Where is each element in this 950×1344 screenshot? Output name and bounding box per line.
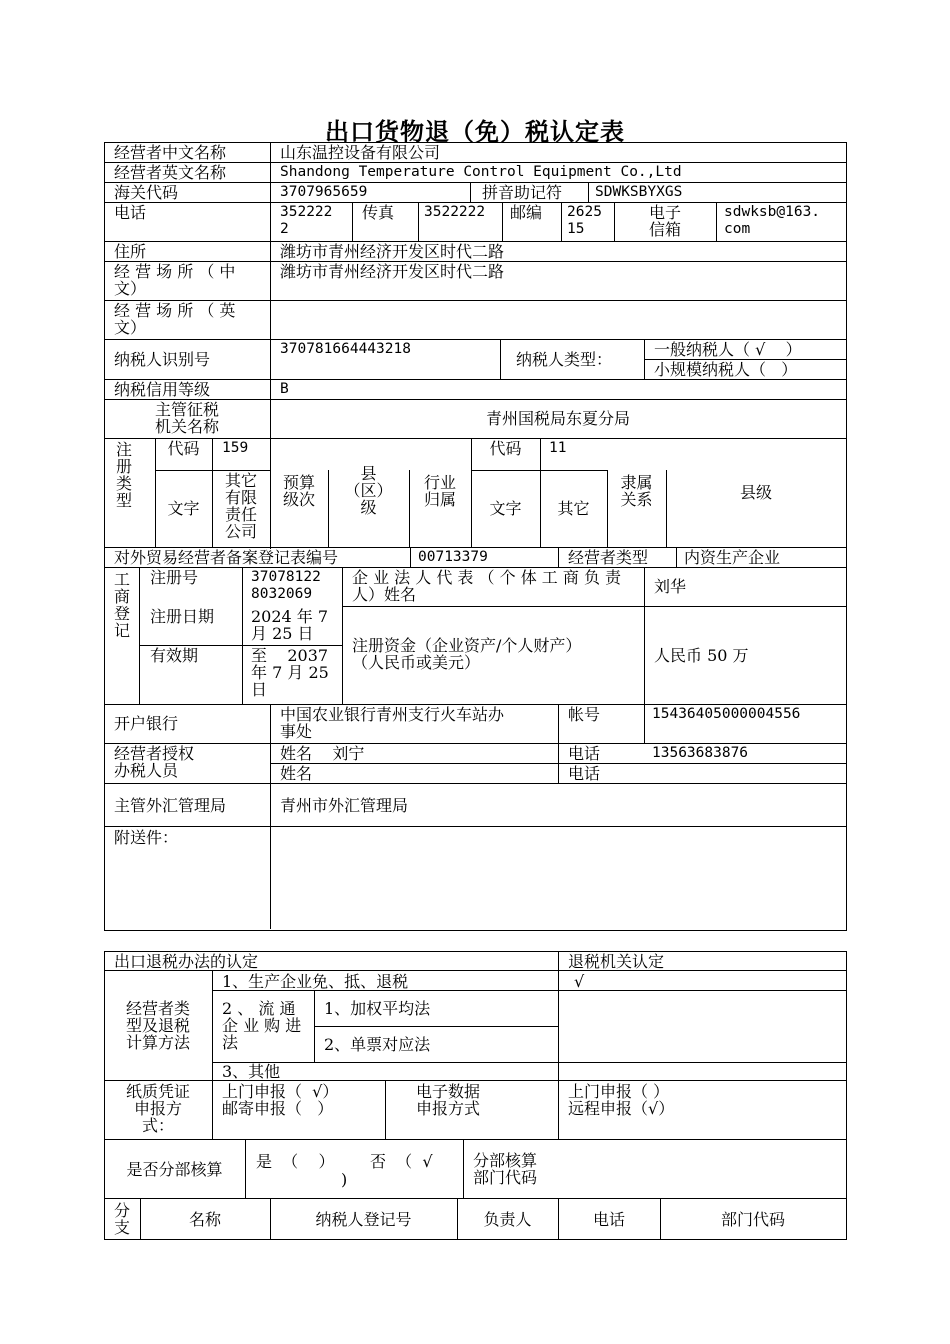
option-circulation-enterprise: 2 、 流 通 企 业 购 进 法	[222, 999, 302, 1052]
credit-value: B	[280, 381, 289, 397]
option-production-enterprise: 1、生产企业免、抵、退税	[222, 972, 409, 991]
budget-label: 预算 级次	[282, 473, 315, 509]
fx-bureau-value: 青州市外汇管理局	[280, 796, 409, 815]
county-label: 县 （区） 级	[344, 464, 393, 517]
agent1-phone-value: 13563683876	[652, 745, 749, 761]
pinyin-label: 拼音助记符	[482, 183, 563, 202]
cn-name-value: 山东温控设备有限公司	[280, 143, 441, 162]
account-value: 15436405000004556	[652, 706, 801, 722]
branch-no-close: )	[341, 1170, 348, 1189]
option-single-ticket: 2、单票对应法	[324, 1035, 431, 1054]
taxpayer-type-label: 纳税人类型：	[516, 350, 613, 369]
reg-no-label: 注册号	[150, 568, 199, 587]
paper-filing-options: 上门申报（ √） 邮寄申报（ ）	[222, 1082, 339, 1118]
bank-label: 开户银行	[114, 714, 179, 733]
agent1-name: 姓名 刘宁	[280, 744, 365, 763]
reg-no-value: 37078122 8032069	[251, 569, 321, 602]
reg-code-label: 代码	[167, 439, 200, 458]
cn-name-label: 经营者中文名称	[114, 143, 227, 162]
operator-type-value: 内资生产企业	[684, 548, 781, 567]
ic-registration-label: 工 商 登 记	[113, 570, 130, 640]
paper-filing-label: 纸质凭证 申报方 式：	[125, 1082, 190, 1135]
reg-type-label: 注 册 类 型	[115, 440, 132, 510]
phone-value: 352222 2	[280, 204, 333, 237]
option-other: 3、其他	[222, 1062, 281, 1081]
industry-code-value: 11	[549, 440, 567, 456]
agent1-phone-label: 电话	[568, 744, 601, 763]
industry-code-label: 代码	[489, 439, 522, 458]
branch-no-option: 否 （ √	[370, 1152, 433, 1171]
fax-value: 3522222	[424, 204, 486, 220]
email-value: sdwksb@163. com	[724, 204, 821, 237]
industry-label: 行业 归属	[423, 473, 456, 509]
column-dept-code: 部门代码	[720, 1210, 785, 1229]
address-label: 住所	[114, 242, 147, 261]
column-taxpayer-reg: 纳税人登记号	[315, 1210, 412, 1229]
en-name-value: Shandong Temperature Control Equipment Co.,Ltd	[280, 164, 682, 180]
en-name-label: 经营者英文名称	[114, 163, 227, 182]
electronic-filing-options: 上门申报（ ） 远程申报（√）	[568, 1082, 675, 1118]
taxpayer-id-label: 纳税人识别号	[114, 350, 211, 369]
legal-rep-label: 企 业 法 人 代 表 （ 个 体 工 商 负 责 人）姓名	[352, 568, 622, 604]
method-header: 出口退税办法的认定	[114, 952, 259, 971]
pinyin-value: SDWKSBYXGS	[595, 184, 683, 200]
calc-method-label: 经营者类 型及退税 计算方法	[125, 999, 190, 1052]
agent2-name: 姓名	[280, 764, 313, 783]
credit-label: 纳税信用等级	[114, 380, 211, 399]
attachments-label: 附送件：	[114, 828, 179, 847]
customs-code-value: 3707965659	[280, 184, 368, 200]
postal-label: 邮编	[510, 203, 543, 222]
operator-type-label: 经营者类型	[568, 548, 649, 567]
legal-rep-value: 刘华	[654, 577, 687, 596]
agent-label: 经营者授权 办税人员	[114, 744, 195, 780]
trade-record-label: 对外贸易经营者备案登记表编号	[114, 548, 339, 567]
authority-determination-header: 退税机关认定	[568, 952, 665, 971]
capital-value: 人民币 50 万	[654, 646, 749, 665]
validity-label: 有效期	[150, 646, 199, 665]
taxpayer-type-small: 小规模纳税人（ ）	[654, 360, 798, 379]
fax-label: 传真	[362, 203, 395, 222]
customs-code-label: 海关代码	[114, 183, 179, 202]
taxpayer-id-value: 370781664443218	[280, 341, 411, 357]
postal-value: 2625 15	[567, 204, 602, 237]
affiliation-label: 隶属 关系	[620, 473, 653, 509]
biz-place-cn-label: 经 营 场 所 （ 中 文）	[114, 262, 236, 298]
reg-text-label: 文字	[167, 499, 200, 518]
industry-text-value: 其它	[557, 499, 590, 518]
industry-text-label: 文字	[489, 499, 522, 518]
branch-accounting-label: 是否分部核算	[126, 1160, 223, 1179]
capital-label: 注册资金（企业资产/个人财产） （人民币或美元）	[352, 636, 582, 672]
authority-value: 青州国税局东夏分局	[485, 409, 630, 428]
address-value: 潍坊市青州经济开发区时代二路	[280, 242, 505, 261]
phone-label: 电话	[114, 203, 147, 222]
reg-code-value: 159	[222, 440, 249, 456]
affiliation-value: 县级	[739, 483, 772, 502]
validity-value: 至 2037 年 7 月 25 日	[251, 646, 329, 699]
column-phone: 电话	[592, 1210, 625, 1229]
reg-text-value: 其它 有限 责任 公司	[224, 471, 257, 541]
column-person-in-charge: 负责人	[483, 1210, 532, 1229]
page-title: 出口货物退（免）税认定表	[325, 117, 625, 146]
electronic-filing-label: 电子数据 申报方式	[416, 1082, 481, 1118]
branch-dept-code-label: 分部核算 部门代码	[473, 1151, 538, 1187]
branch-yes-option: 是 （ ）	[256, 1152, 335, 1171]
fx-bureau-label: 主管外汇管理局	[114, 796, 227, 815]
branch-column-label: 分 支	[113, 1201, 130, 1237]
option-weighted-average: 1、加权平均法	[324, 999, 431, 1018]
reg-date-value: 2024 年 7 月 25 日	[251, 607, 329, 643]
trade-record-value: 00713379	[418, 549, 488, 565]
option1-checkmark: √	[574, 972, 585, 991]
biz-place-en-label: 经 营 场 所 （ 英 文）	[114, 301, 236, 337]
authority-label: 主管征税 机关名称	[154, 400, 219, 436]
email-label: 电子 信箱	[648, 203, 681, 239]
taxpayer-type-general: 一般纳税人（ √ ）	[654, 340, 802, 359]
bank-value: 中国农业银行青州支行火车站办 事处	[280, 705, 505, 741]
column-name: 名称	[188, 1210, 221, 1229]
reg-date-label: 注册日期	[150, 607, 215, 626]
agent2-phone-label: 电话	[568, 764, 601, 783]
account-label: 帐号	[568, 705, 601, 724]
biz-place-cn-value: 潍坊市青州经济开发区时代二路	[280, 262, 505, 281]
